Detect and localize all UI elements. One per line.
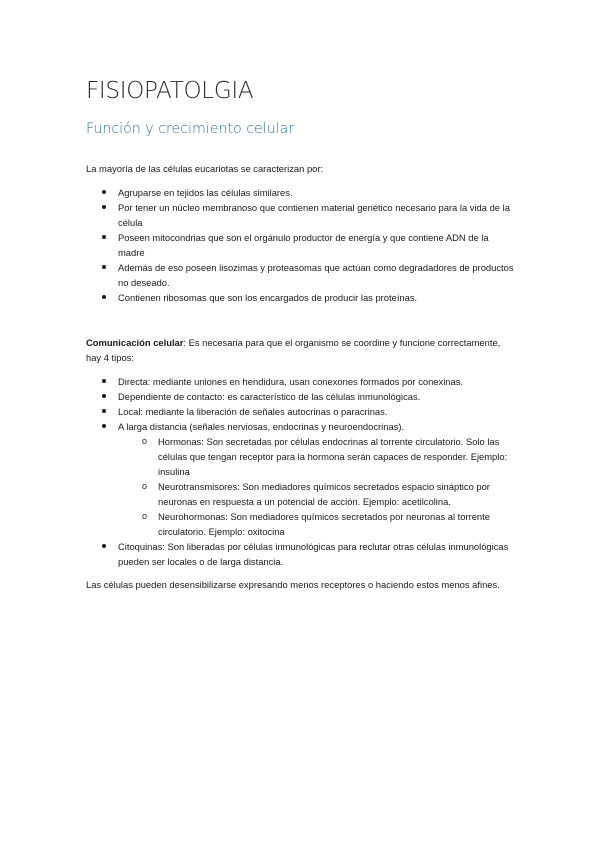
bullet-icon	[102, 544, 106, 548]
communication-label: Comunicación celular	[86, 337, 184, 348]
bullet-icon	[102, 409, 106, 413]
list-item	[86, 200, 516, 230]
bullet-icon	[102, 235, 106, 239]
list-item	[86, 374, 516, 389]
circle-bullet-icon: o	[142, 436, 148, 446]
sublist-item-text: Hormonas: Son secretadas por células endocrinas al torrente circulatorio. Solo las células que tengan receptor para la hormona serán capaces de responder. Ejemplo: insulina	[158, 436, 508, 477]
communication-paragraph	[86, 335, 516, 365]
list-item-text: Contienen ribosomas que son los encargados de producir las proteínas.	[118, 292, 418, 303]
sublist-item-text: Neurohormonas: Son mediadores químicos secretados por neuronas al torrente circulatorio. Ejemplo: oxitocina	[158, 511, 490, 537]
list-item-text: Poseen mitocondrias que son el orgánulo productor de energía y que contiene ADN de la madre	[118, 232, 489, 258]
sublist-item	[118, 434, 516, 479]
closing-paragraph: Las células pueden desensibilizarse expresando menos receptores o haciendo estos menos afines.	[86, 579, 500, 590]
features-list	[86, 185, 516, 305]
communication-text: : Es necesaria para que el organismo se coordine y funcione correctamente, hay 4 tipos:	[86, 337, 501, 363]
list-item	[86, 230, 516, 260]
list-item-text: Directa: mediante uniones en hendidura, usan conexones formados por conexinas.	[118, 376, 464, 387]
list-item-text: Además de eso poseen lisozimas y proteasomas que actúan como degradadores de productos no deseado.	[118, 262, 514, 288]
list-item	[86, 290, 516, 305]
bullet-icon	[102, 379, 106, 383]
list-item-text: Por tener un núcleo membranoso que contienen material genético necesario para la vida de la célula	[118, 202, 510, 228]
list-item	[86, 389, 516, 404]
bullet-icon	[102, 205, 106, 209]
list-item-text: Local: mediante la liberación de señales autocrinas o paracrinas.	[118, 406, 388, 417]
bullet-icon	[102, 265, 106, 269]
list-item	[86, 185, 516, 200]
bullet-icon	[102, 424, 106, 428]
intro-paragraph: La mayoría de las células eucariotas se caracterizan por:	[86, 163, 324, 174]
document-page	[86, 76, 516, 592]
sublist-item-text: Neurotransmisores: Son mediadores químicos secretados espacio sináptico por neuronas en respuesta a un potencial de acción. Ejemplo: acetilcolina.	[158, 481, 490, 507]
communication-types-list	[86, 374, 516, 569]
list-item	[86, 419, 516, 539]
sublist-item	[118, 479, 516, 509]
circle-bullet-icon: o	[142, 481, 148, 491]
sublist-item	[118, 509, 516, 539]
list-item	[86, 404, 516, 419]
list-item	[86, 539, 516, 569]
circle-bullet-icon: o	[142, 511, 148, 521]
document-title: FISIOPATOLGIA	[86, 78, 254, 104]
bullet-icon	[102, 295, 106, 299]
list-item-text: Citoquinas: Son liberadas por células inmunológicas para reclutar otras células inmunológicas pueden ser locales o de larga distancia.	[118, 541, 509, 567]
bullet-icon	[102, 394, 106, 398]
list-item-text: A larga distancia (señales nerviosas, endocrinas y neuroendocrinas).	[118, 421, 405, 432]
list-item	[86, 260, 516, 290]
bullet-icon	[102, 190, 106, 194]
long-distance-sublist	[118, 434, 516, 539]
list-item-text: Dependiente de contacto: es característico de las células inmunológicas.	[118, 391, 421, 402]
list-item-text: Agruparse en tejidos las células similares.	[118, 187, 293, 198]
section-subtitle: Función y crecimiento celular	[86, 121, 295, 137]
